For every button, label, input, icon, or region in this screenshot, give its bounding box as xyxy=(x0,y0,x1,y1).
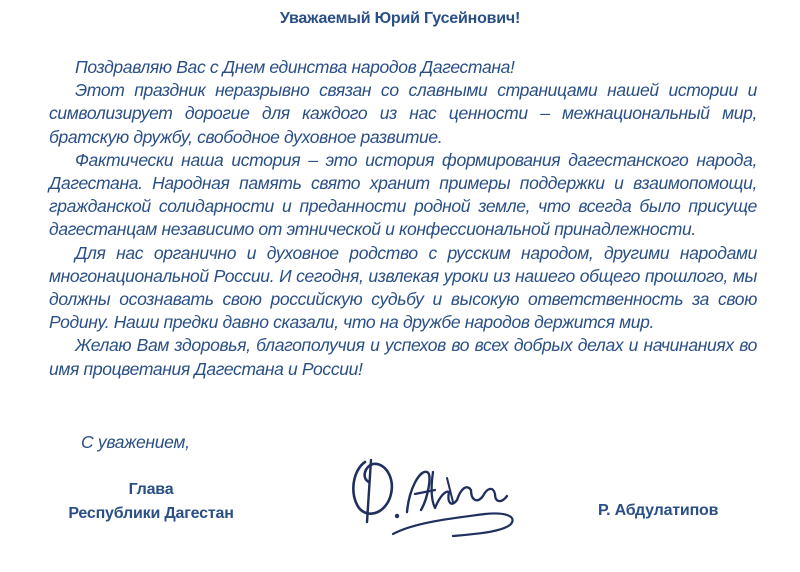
salutation: Уважаемый Юрий Гусейнович! xyxy=(279,10,521,27)
paragraph-holiday: Этот праздник неразрывно связан со славными страницами нашей истории и символизирует дорогие для каждого из нас ценности – межнациональный мир, братскую дружбу, свободное духовное развитие. xyxy=(49,80,757,147)
position-organization: Республики Дагестан xyxy=(68,505,234,522)
position-title: Глава xyxy=(128,481,174,498)
closing-phrase: С уважением, xyxy=(81,432,190,452)
handwritten-signature xyxy=(335,442,535,552)
signer-position xyxy=(52,478,250,526)
signer-name: Р. Абдулатипов xyxy=(598,502,719,519)
paragraph-wishes: Желаю Вам здоровья, благополучия и успехов во всех добрых делах и начинаниях во имя процветания Дагестана и России! xyxy=(49,335,757,379)
paragraph-russia: Для нас органично и духовное родство с русским народом, другими народами многонациональной России. И сегодня, извлекая уроки из нашего общего прошлого, мы должны осознавать свою российскую судьбу и высокую ответственность за свою Родину. Наши предки давно сказали, что на дружбе народов держится мир. xyxy=(49,242,757,333)
paragraph-greeting: Поздравляю Вас с Днем единства народов Дагестана! xyxy=(75,57,515,77)
paragraph-history: Фактически наша история – это история формирования дагестанского народа, Дагестана. Народная память свято хранит примеры поддержки и взаимопомощи, гражданской солидарности и преданности родной земле, что всегда было присуще дагестанцам независимо от этнической и конфессиональной принадлежности. xyxy=(49,149,757,240)
letter-body xyxy=(49,56,757,381)
